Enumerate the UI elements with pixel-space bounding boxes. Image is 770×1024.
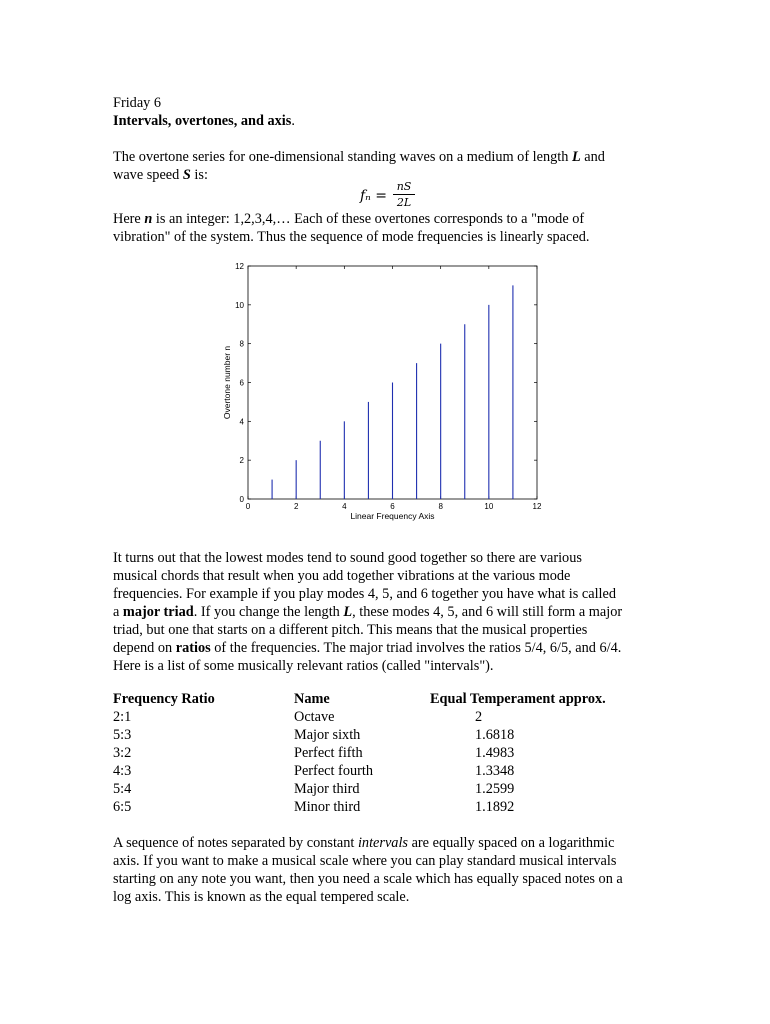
y-tick-label: 0 bbox=[239, 495, 244, 504]
x-tick-label: 2 bbox=[293, 502, 299, 511]
intro-line-1 bbox=[113, 148, 605, 166]
para3-line-1 bbox=[113, 834, 614, 852]
x-tick-label: 0 bbox=[245, 502, 251, 511]
var-n: n bbox=[144, 211, 153, 227]
var-L: L bbox=[571, 149, 581, 165]
intro-line-2 bbox=[113, 166, 208, 184]
y-tick-label: 6 bbox=[239, 378, 244, 388]
intro-text: Here bbox=[113, 211, 145, 227]
intro-text: is: bbox=[190, 167, 208, 183]
para-text: are equally spaced on a logarithmic bbox=[408, 835, 615, 851]
para2-line-5: triad, but one that starts on a different pitch. This means that the musical properties bbox=[113, 622, 588, 638]
x-axis-label: Linear Frequency Axis bbox=[350, 511, 435, 521]
y-axis-label: Overtone number n bbox=[222, 345, 232, 420]
intro-text: and bbox=[580, 149, 605, 165]
equation-denominator: 2L bbox=[396, 196, 412, 209]
title-text: Intervals, overtones, and axis bbox=[113, 113, 292, 129]
fraction-bar bbox=[393, 194, 415, 195]
y-tick-label: 12 bbox=[235, 262, 244, 271]
term-major-triad: major triad bbox=[122, 604, 194, 620]
header-et: Equal Temperament approx. bbox=[430, 691, 606, 707]
equation-numerator: nS bbox=[396, 180, 412, 193]
para2-line-3: frequencies. For example if you play modes 4, 5, and 6 together you have what is called bbox=[113, 586, 617, 602]
equation-lhs: fₙ = bbox=[360, 188, 388, 204]
para-text: a bbox=[113, 604, 123, 620]
y-tick-label: 2 bbox=[239, 456, 244, 466]
term-ratios: ratios bbox=[175, 640, 211, 656]
para2-line-7: Here is a list of some musically relevant ratios (called "intervals"). bbox=[113, 658, 494, 674]
equation-fraction bbox=[392, 180, 416, 209]
para-text: . If you change the length bbox=[193, 604, 344, 620]
ratio-cell: 4:3 bbox=[113, 763, 132, 779]
overtone-stem-chart bbox=[220, 260, 550, 525]
para2-line-6 bbox=[113, 639, 621, 657]
name-cell: Perfect fifth bbox=[294, 745, 363, 761]
name-cell: Perfect fourth bbox=[294, 763, 373, 779]
name-cell: Octave bbox=[294, 709, 335, 725]
para3-line-3: starting on any note you want, then you need a scale which has equally spaced notes on a bbox=[113, 871, 623, 887]
et-cell: 1.3348 bbox=[475, 763, 515, 779]
name-cell: Minor third bbox=[294, 799, 361, 815]
title-period: . bbox=[291, 113, 295, 129]
ratio-cell: 2:1 bbox=[113, 709, 132, 725]
name-cell: Major third bbox=[294, 781, 360, 797]
x-tick-label: 8 bbox=[438, 502, 443, 511]
intro-text: The overtone series for one-dimensional standing waves on a medium of length bbox=[113, 149, 572, 165]
x-tick-label: 10 bbox=[484, 502, 494, 511]
ratio-cell: 5:4 bbox=[113, 781, 132, 797]
para3-line-2: axis. If you want to make a musical scale where you can play standard musical intervals bbox=[113, 853, 617, 869]
x-tick-label: 6 bbox=[390, 502, 395, 511]
et-cell: 2 bbox=[475, 709, 483, 725]
intro-line-3 bbox=[113, 210, 584, 228]
y-tick-label: 4 bbox=[239, 417, 244, 427]
page-title bbox=[113, 112, 295, 130]
y-tick-label: 10 bbox=[235, 300, 244, 310]
intro-line-4: vibration" of the system. Thus the sequence of mode frequencies is linearly spaced. bbox=[113, 229, 590, 245]
header-name: Name bbox=[294, 691, 330, 707]
para-text: depend on bbox=[113, 640, 176, 656]
et-cell: 1.1892 bbox=[475, 799, 515, 815]
var-S: S bbox=[182, 167, 191, 183]
para-text: , these modes 4, 5, and 6 will still form a major bbox=[352, 604, 623, 620]
term-intervals: intervals bbox=[357, 835, 408, 851]
day-label: Friday 6 bbox=[113, 95, 162, 111]
ratio-cell: 3:2 bbox=[113, 745, 132, 761]
ratio-cell: 6:5 bbox=[113, 799, 132, 815]
para3-line-4: log axis. This is known as the equal tempered scale. bbox=[113, 889, 410, 905]
var-L: L bbox=[343, 604, 353, 620]
et-cell: 1.4983 bbox=[475, 745, 515, 761]
ratio-cell: 5:3 bbox=[113, 727, 132, 743]
para2-line-2: musical chords that result when you add together vibrations at the various mode bbox=[113, 568, 571, 584]
para2-line-1: It turns out that the lowest modes tend to sound good together so there are various bbox=[113, 550, 582, 566]
name-cell: Major sixth bbox=[294, 727, 361, 743]
et-cell: 1.6818 bbox=[475, 727, 515, 743]
y-tick-label: 8 bbox=[239, 339, 244, 349]
para2-line-4 bbox=[113, 603, 622, 621]
intro-text: is an integer: 1,2,3,4,… Each of these overtones corresponds to a "mode of bbox=[152, 211, 585, 227]
intro-text: wave speed bbox=[113, 167, 183, 183]
x-tick-label: 12 bbox=[532, 502, 542, 511]
et-cell: 1.2599 bbox=[475, 781, 515, 797]
para-text: A sequence of notes separated by constant bbox=[113, 835, 358, 851]
x-tick-label: 4 bbox=[342, 502, 347, 511]
header-ratio: Frequency Ratio bbox=[113, 691, 215, 707]
para-text: of the frequencies. The major triad involves the ratios 5/4, 6/5, and 6/4. bbox=[210, 640, 622, 656]
